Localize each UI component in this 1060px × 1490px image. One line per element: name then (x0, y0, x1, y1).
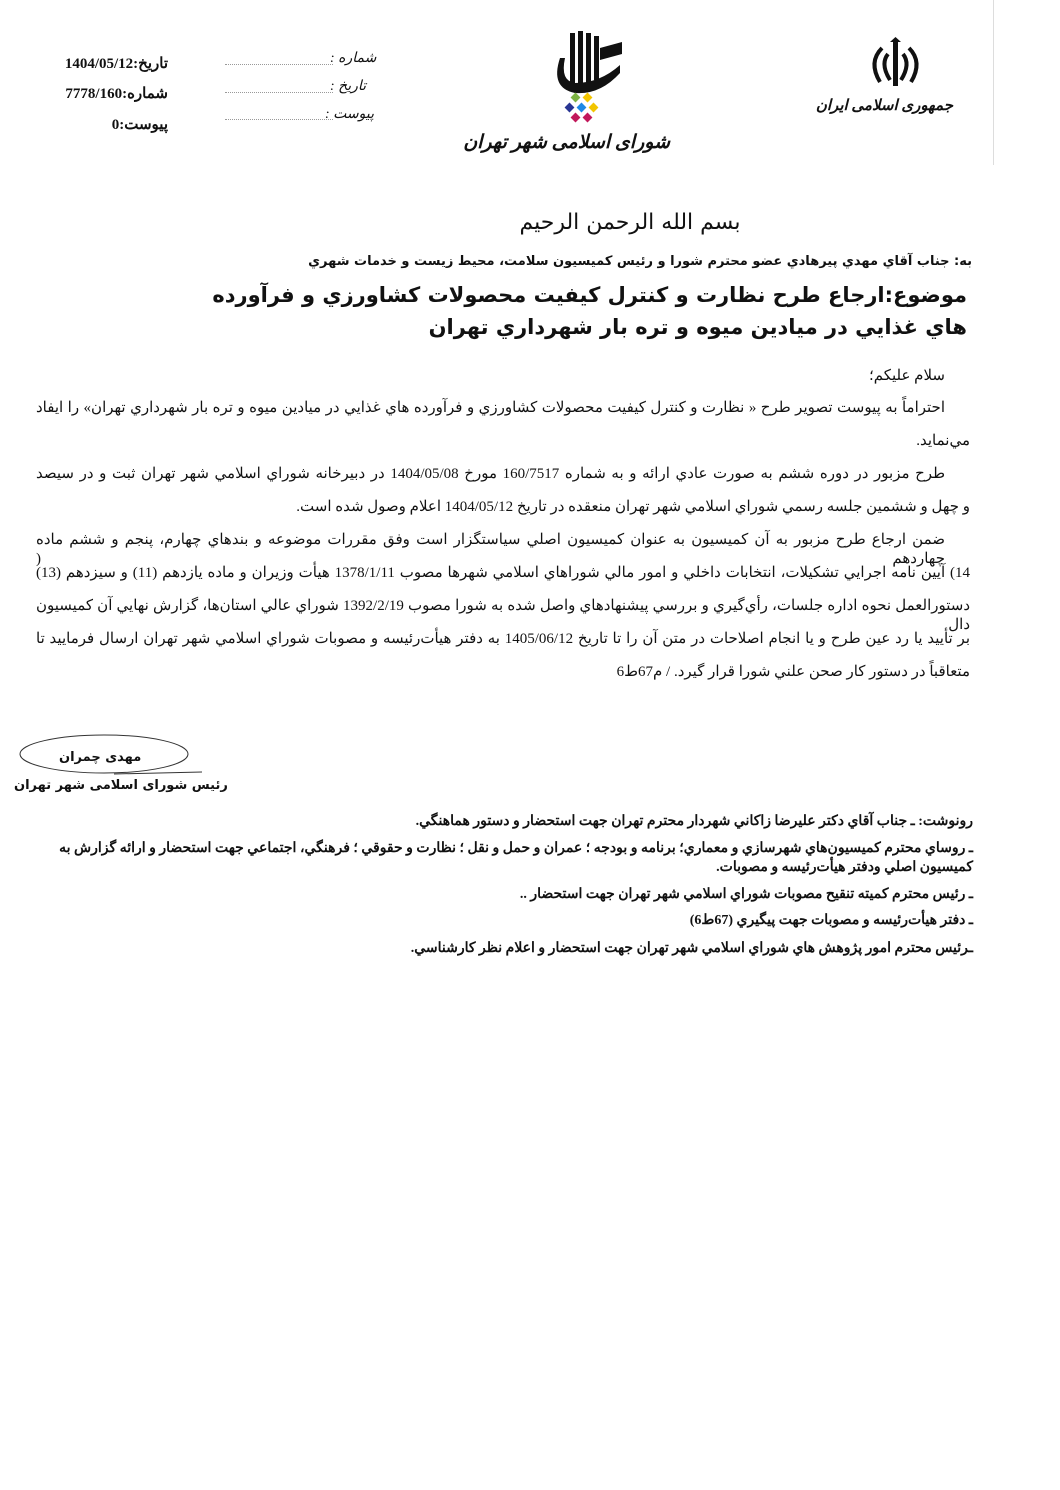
form-dotted-line (225, 64, 333, 65)
greeting: سلام عليكم؛ (868, 368, 945, 384)
subject-line-1: موضوع:ارجاع طرح نظارت و كنترل كيفيت محصولات كشاورزي و فرآورده (212, 283, 967, 307)
iran-emblem (815, 36, 953, 121)
header-divider (993, 0, 994, 165)
form-dotted-line (225, 92, 333, 93)
form-label-date: تاریخ : (330, 79, 367, 94)
body-line: احتراماً به پيوست تصوير طرح « نظارت و كنترل كيفيت محصولات كشاورزي و فرآورده هاي غذايي در ميادين ميوه و تره بار شهرداري تهران» را ايفاد (36, 400, 945, 416)
cc-line: ـرئيس محترم امور پژوهش هاي شوراي اسلامي شهر تهران جهت استحضار و اعلام نظر كارشناسي. (410, 941, 973, 956)
letter-attachment: پيوست:0 (111, 117, 168, 133)
body-line: دستورالعمل نحوه اداره جلسات، رأي‌گيري و بررسي پيشنهادهاي واصل شده به شورا مصوب 1392/2/19 شوراي عالي استان‌ها، گزارش نهايي آن كميسيون دال (36, 598, 971, 633)
bismillah: بسم الله الرحمن الرحيم (519, 210, 741, 235)
council-logo-text: شورای اسلامی شهر تهران (463, 132, 670, 153)
cc-line: رونوشت: ـ جناب آقاي دكتر عليرضا زاكاني شهردار محترم تهران جهت استحضار و دستور هماهنگي. (415, 814, 973, 829)
body-line: مي‌نمايد. (916, 433, 970, 449)
signature-block (14, 732, 228, 802)
iran-emblem-icon (838, 36, 953, 91)
form-label-attachment: پیوست : (325, 107, 374, 122)
cc-line: كميسيون اصلي ودفتر هيأت‌رئيسه و مصوبات. (716, 860, 973, 875)
letter-date: تاريخ:1404/05/12 (64, 56, 168, 72)
body-line: متعاقباً در دستور كار صحن علني شورا قرار گيرد. / م67ط6 (616, 664, 970, 680)
signature-name: مهدی چمران (59, 750, 142, 765)
form-label-number: شماره : (330, 51, 377, 66)
cc-line: ـ دفتر هيأت‌رئيسه و مصوبات جهت پيگيري (67ط6) (689, 913, 973, 928)
letter-number: شماره:7778/160 (65, 86, 168, 102)
cc-line: ـ روساي محترم كميسيون‌هاي شهرسازي و معماري؛ برنامه و بودجه ؛ عمران و حمل و نقل ؛ نظارت و حقوقي ؛ فرهنگي، اجتماعي جهت استحضار و ارائه گزارش به (59, 841, 973, 856)
iran-emblem-text: جمهوری اسلامی ایران (815, 98, 953, 114)
council-logo-mark-icon (500, 28, 670, 128)
body-line: و چهل و ششمين جلسه رسمي شوراي اسلامي شهر تهران منعقده در تاريخ 1404/05/12 اعلام وصول شده است. (296, 499, 970, 515)
form-dotted-line (225, 119, 333, 120)
body-line: طرح مزبور در دوره ششم به صورت عادي ارائه و به شماره 160/7517 مورخ 1404/05/08 در دبيرخانه شوراي اسلامي شهر تهران ثبت و در سيصد (36, 466, 946, 482)
recipient-line: به: جناب آقاي مهدي پيرهادي عضو محترم شورا و رئيس كميسيون سلامت، محيط زيست و خدمات شهري (308, 254, 972, 269)
body-line: ضمن ارجاع طرح مزبور به آن كميسيون به عنوان كميسيون اصلي سياستگزار است وفق مقررات موضوعه و بندهاي چهارم، پنجم و ششم ماده چهاردهم ( (36, 532, 945, 567)
signature-title: رئیس شورای اسلامی شهر تهران (14, 778, 228, 793)
tehran-council-logo (463, 28, 670, 158)
subject-line-2: هاي غذايي در ميادين ميوه و تره بار شهرداري تهران (428, 315, 967, 339)
body-line: 14) آيين نامه اجرايي تشكيلات، انتخابات داخلي و امور مالي شوراهاي اسلامي شهرها مصوب 1378/1/11 هيأت وزيران و ماده يازدهم (11) و سيزدهم (13) (36, 565, 970, 581)
cc-line: ـ رئيس محترم كميته تنقيح مصوبات شوراي اسلامي شهر تهران جهت استحضار .. (519, 887, 973, 902)
body-line: بر تأييد يا رد عين طرح و يا انجام اصلاحات در متن آن را تا تاريخ 1405/06/12 به دفتر هيأت‌رئيسه و مصوبات شوراي اسلامي شهر تهران ارسال فرماييد تا (36, 631, 970, 647)
